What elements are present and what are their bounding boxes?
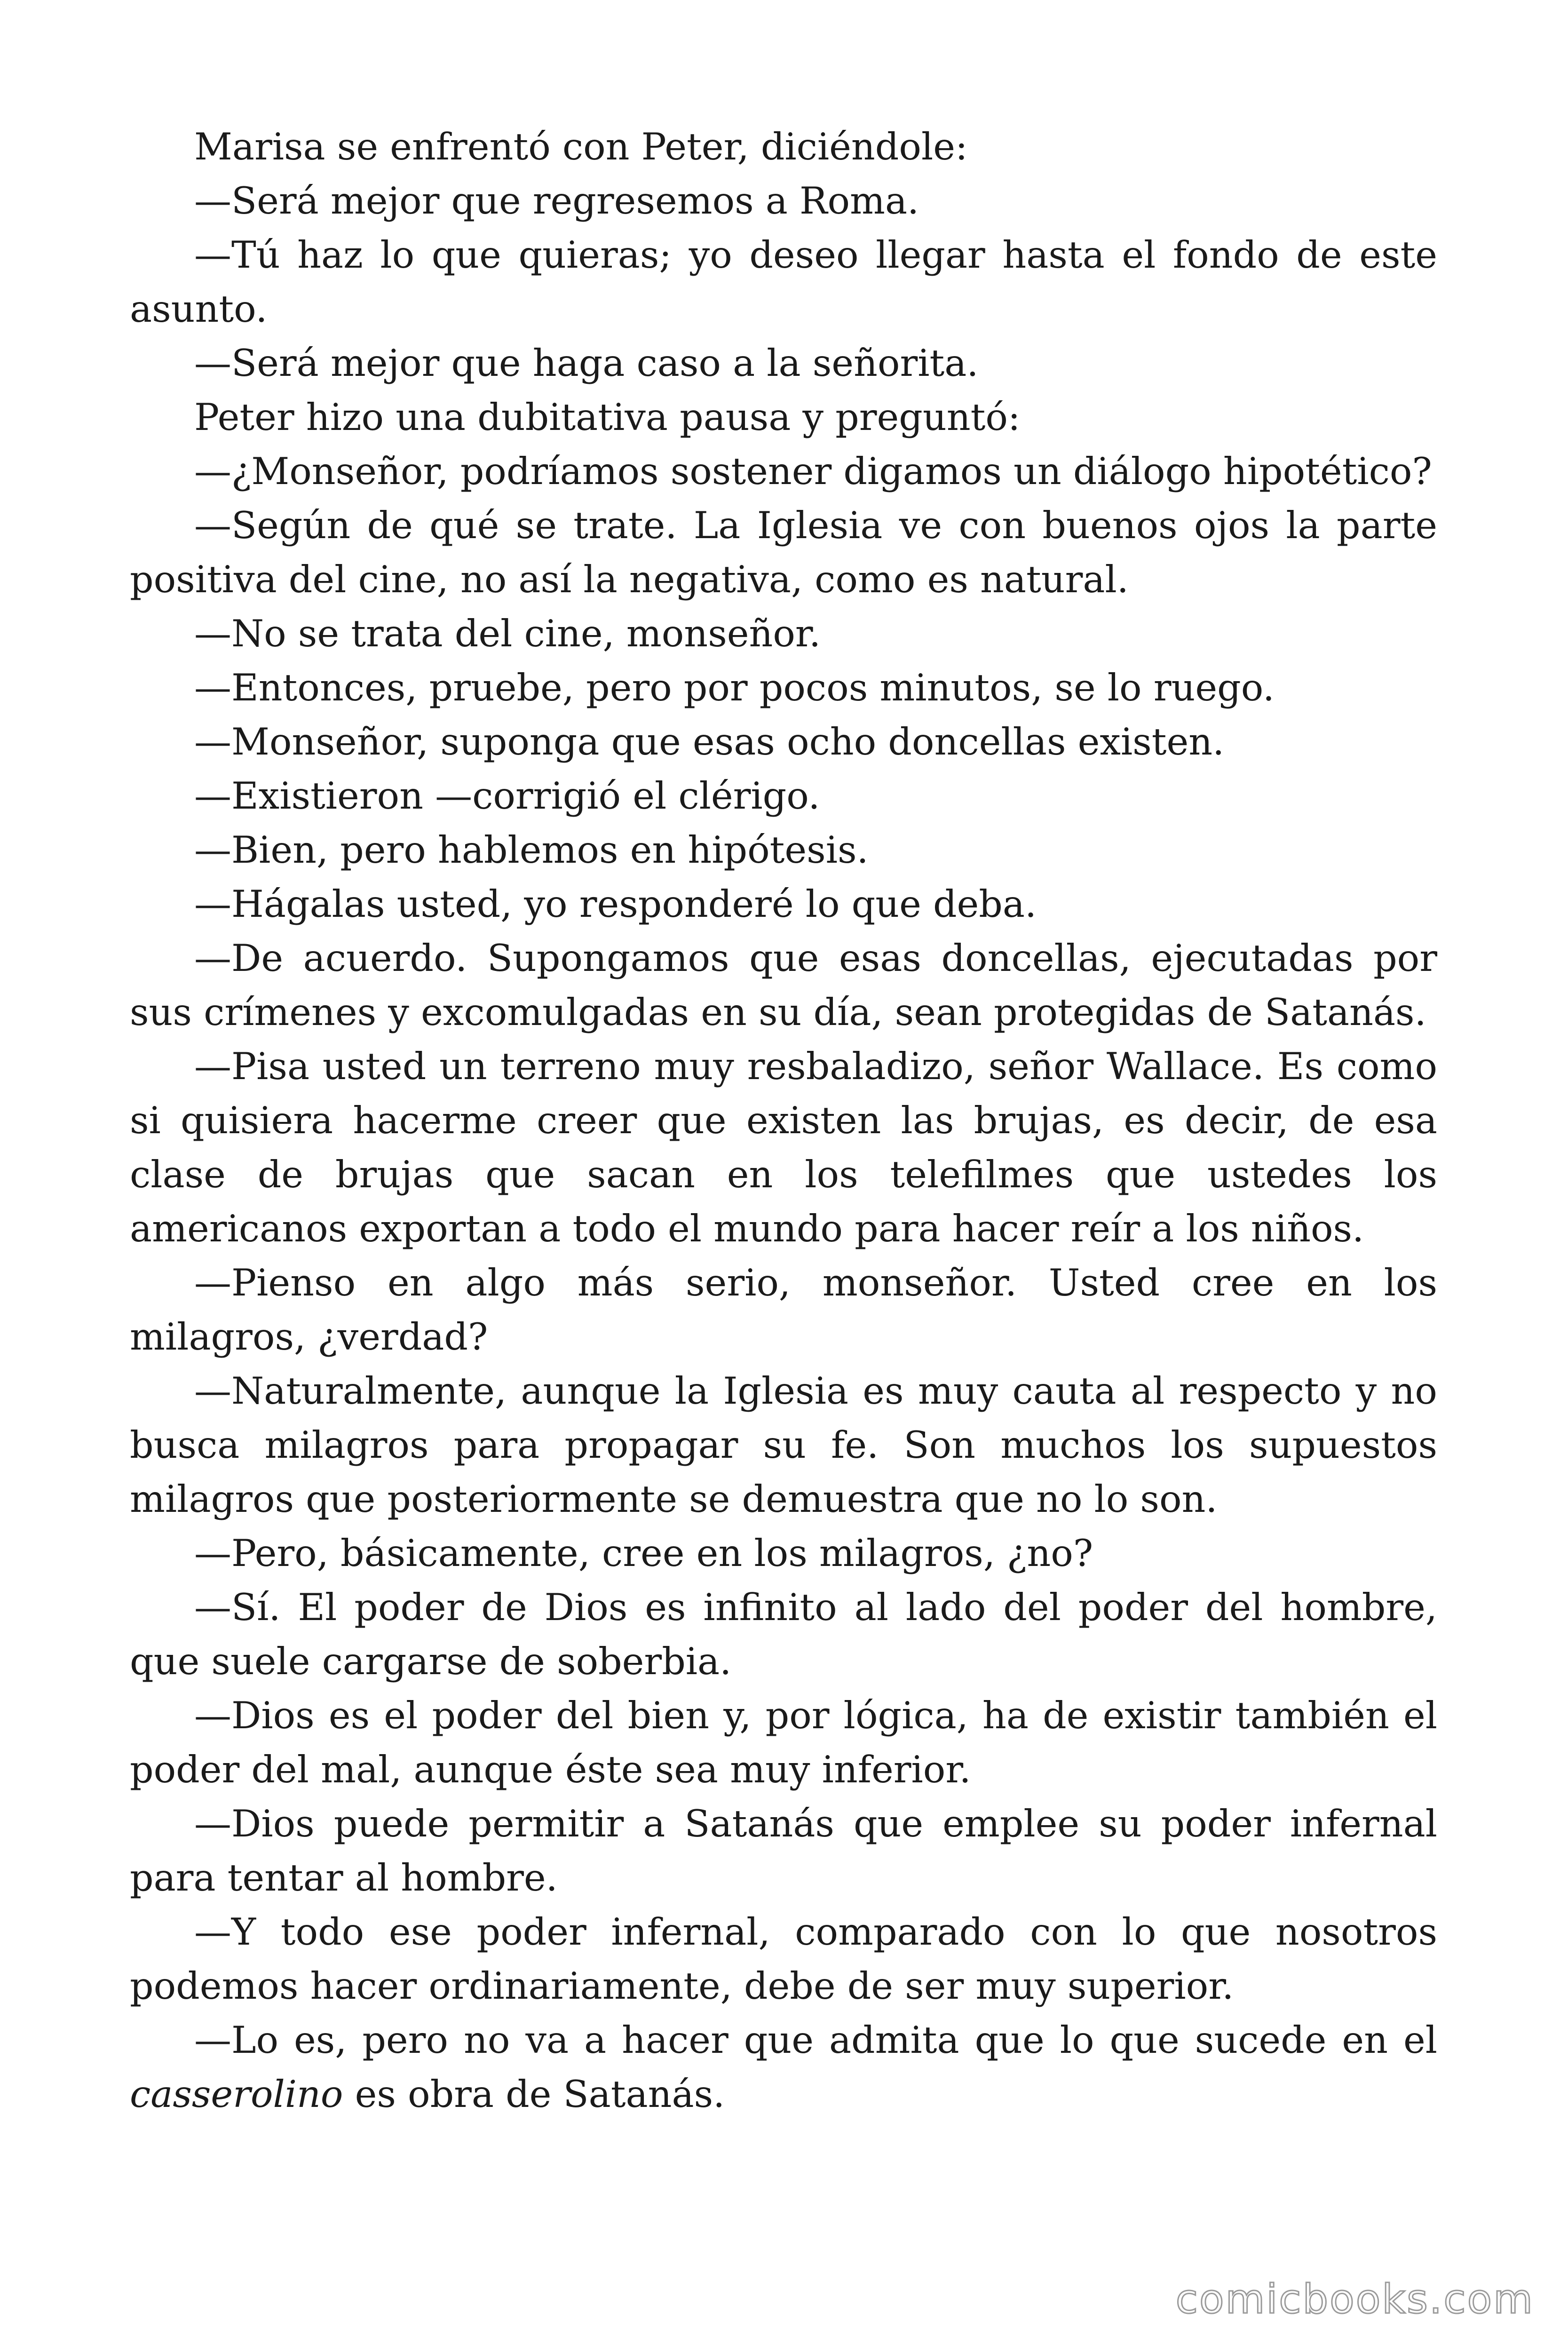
paragraph-last xyxy=(130,2013,1437,2122)
paragraph: —¿Monseñor, podríamos sostener digamos un diálogo hipotético? xyxy=(194,450,1432,493)
paragraph: —Pienso en algo más serio, monseñor. Usted cree en los milagros, ¿verdad? xyxy=(130,1261,1437,1359)
paragraph: —Tú haz lo que quieras; yo deseo llegar hasta el fondo de este asunto. xyxy=(130,233,1437,331)
paragraph: —Dios es el poder del bien y, por lógica, ha de existir también el poder del mal, aunque éste sea muy inferior. xyxy=(130,1694,1437,1791)
paragraph: —Pisa usted un terreno muy resbaladizo, señor Wallace. Es como si quisiera hacerme creer que existen las brujas, es decir, de esa clase de brujas que sacan en los telefilmes que ustedes los americanos exportan a todo el mundo para hacer reír a los niños. xyxy=(130,1045,1437,1250)
paragraph: —No se trata del cine, monseñor. xyxy=(194,612,821,655)
watermark: comicbooks.com xyxy=(1175,2276,1534,2323)
paragraph: —Existieron —corrigió el clérigo. xyxy=(194,774,820,818)
paragraph: —Sí. El poder de Dios es infinito al lado del poder del hombre, que suele cargarse de soberbia. xyxy=(130,1586,1437,1683)
paragraph: —Monseñor, suponga que esas ocho doncellas existen. xyxy=(194,720,1225,763)
paragraph: —Será mejor que haga caso a la señorita. xyxy=(194,342,979,385)
paragraph: —Dios puede permitir a Satanás que emplee su poder infernal para tentar al hombre. xyxy=(130,1802,1437,1899)
paragraph: —Bien, pero hablemos en hipótesis. xyxy=(194,828,869,872)
text-run: —Lo es, pero no va a hacer que admita que lo que sucede en el xyxy=(194,2018,1437,2062)
paragraph: —Pero, básicamente, cree en los milagros, ¿no? xyxy=(194,1532,1093,1575)
paragraph: —Naturalmente, aunque la Iglesia es muy cauta al respecto y no busca milagros para propagar su fe. Son muchos los supuestos milagros que posteriormente se demuestra que no lo son. xyxy=(130,1369,1437,1521)
paragraph: —De acuerdo. Supongamos que esas doncellas, ejecutadas por sus crímenes y excomulgadas en su día, sean protegidas de Satanás. xyxy=(130,937,1437,1034)
paragraph: Marisa se enfrentó con Peter, diciéndole: xyxy=(194,125,968,168)
paragraph: —Hágalas usted, yo responderé lo que deba. xyxy=(194,882,1037,926)
page-text xyxy=(130,120,1437,2122)
paragraph: —Y todo ese poder infernal, comparado con lo que nosotros podemos hacer ordinariamente, debe de ser muy superior. xyxy=(130,1910,1437,2008)
text-run: es obra de Satanás. xyxy=(343,2073,725,2116)
paragraph: —Según de qué se trate. La Iglesia ve con buenos ojos la parte positiva del cine, no así la negativa, como es natural. xyxy=(130,504,1437,601)
italic-term: casserolino xyxy=(130,2073,343,2116)
paragraph: —Será mejor que regresemos a Roma. xyxy=(194,179,919,222)
paragraph: —Entonces, pruebe, pero por pocos minutos, se lo ruego. xyxy=(194,666,1275,709)
paragraph: Peter hizo una dubitativa pausa y preguntó: xyxy=(194,396,1021,439)
